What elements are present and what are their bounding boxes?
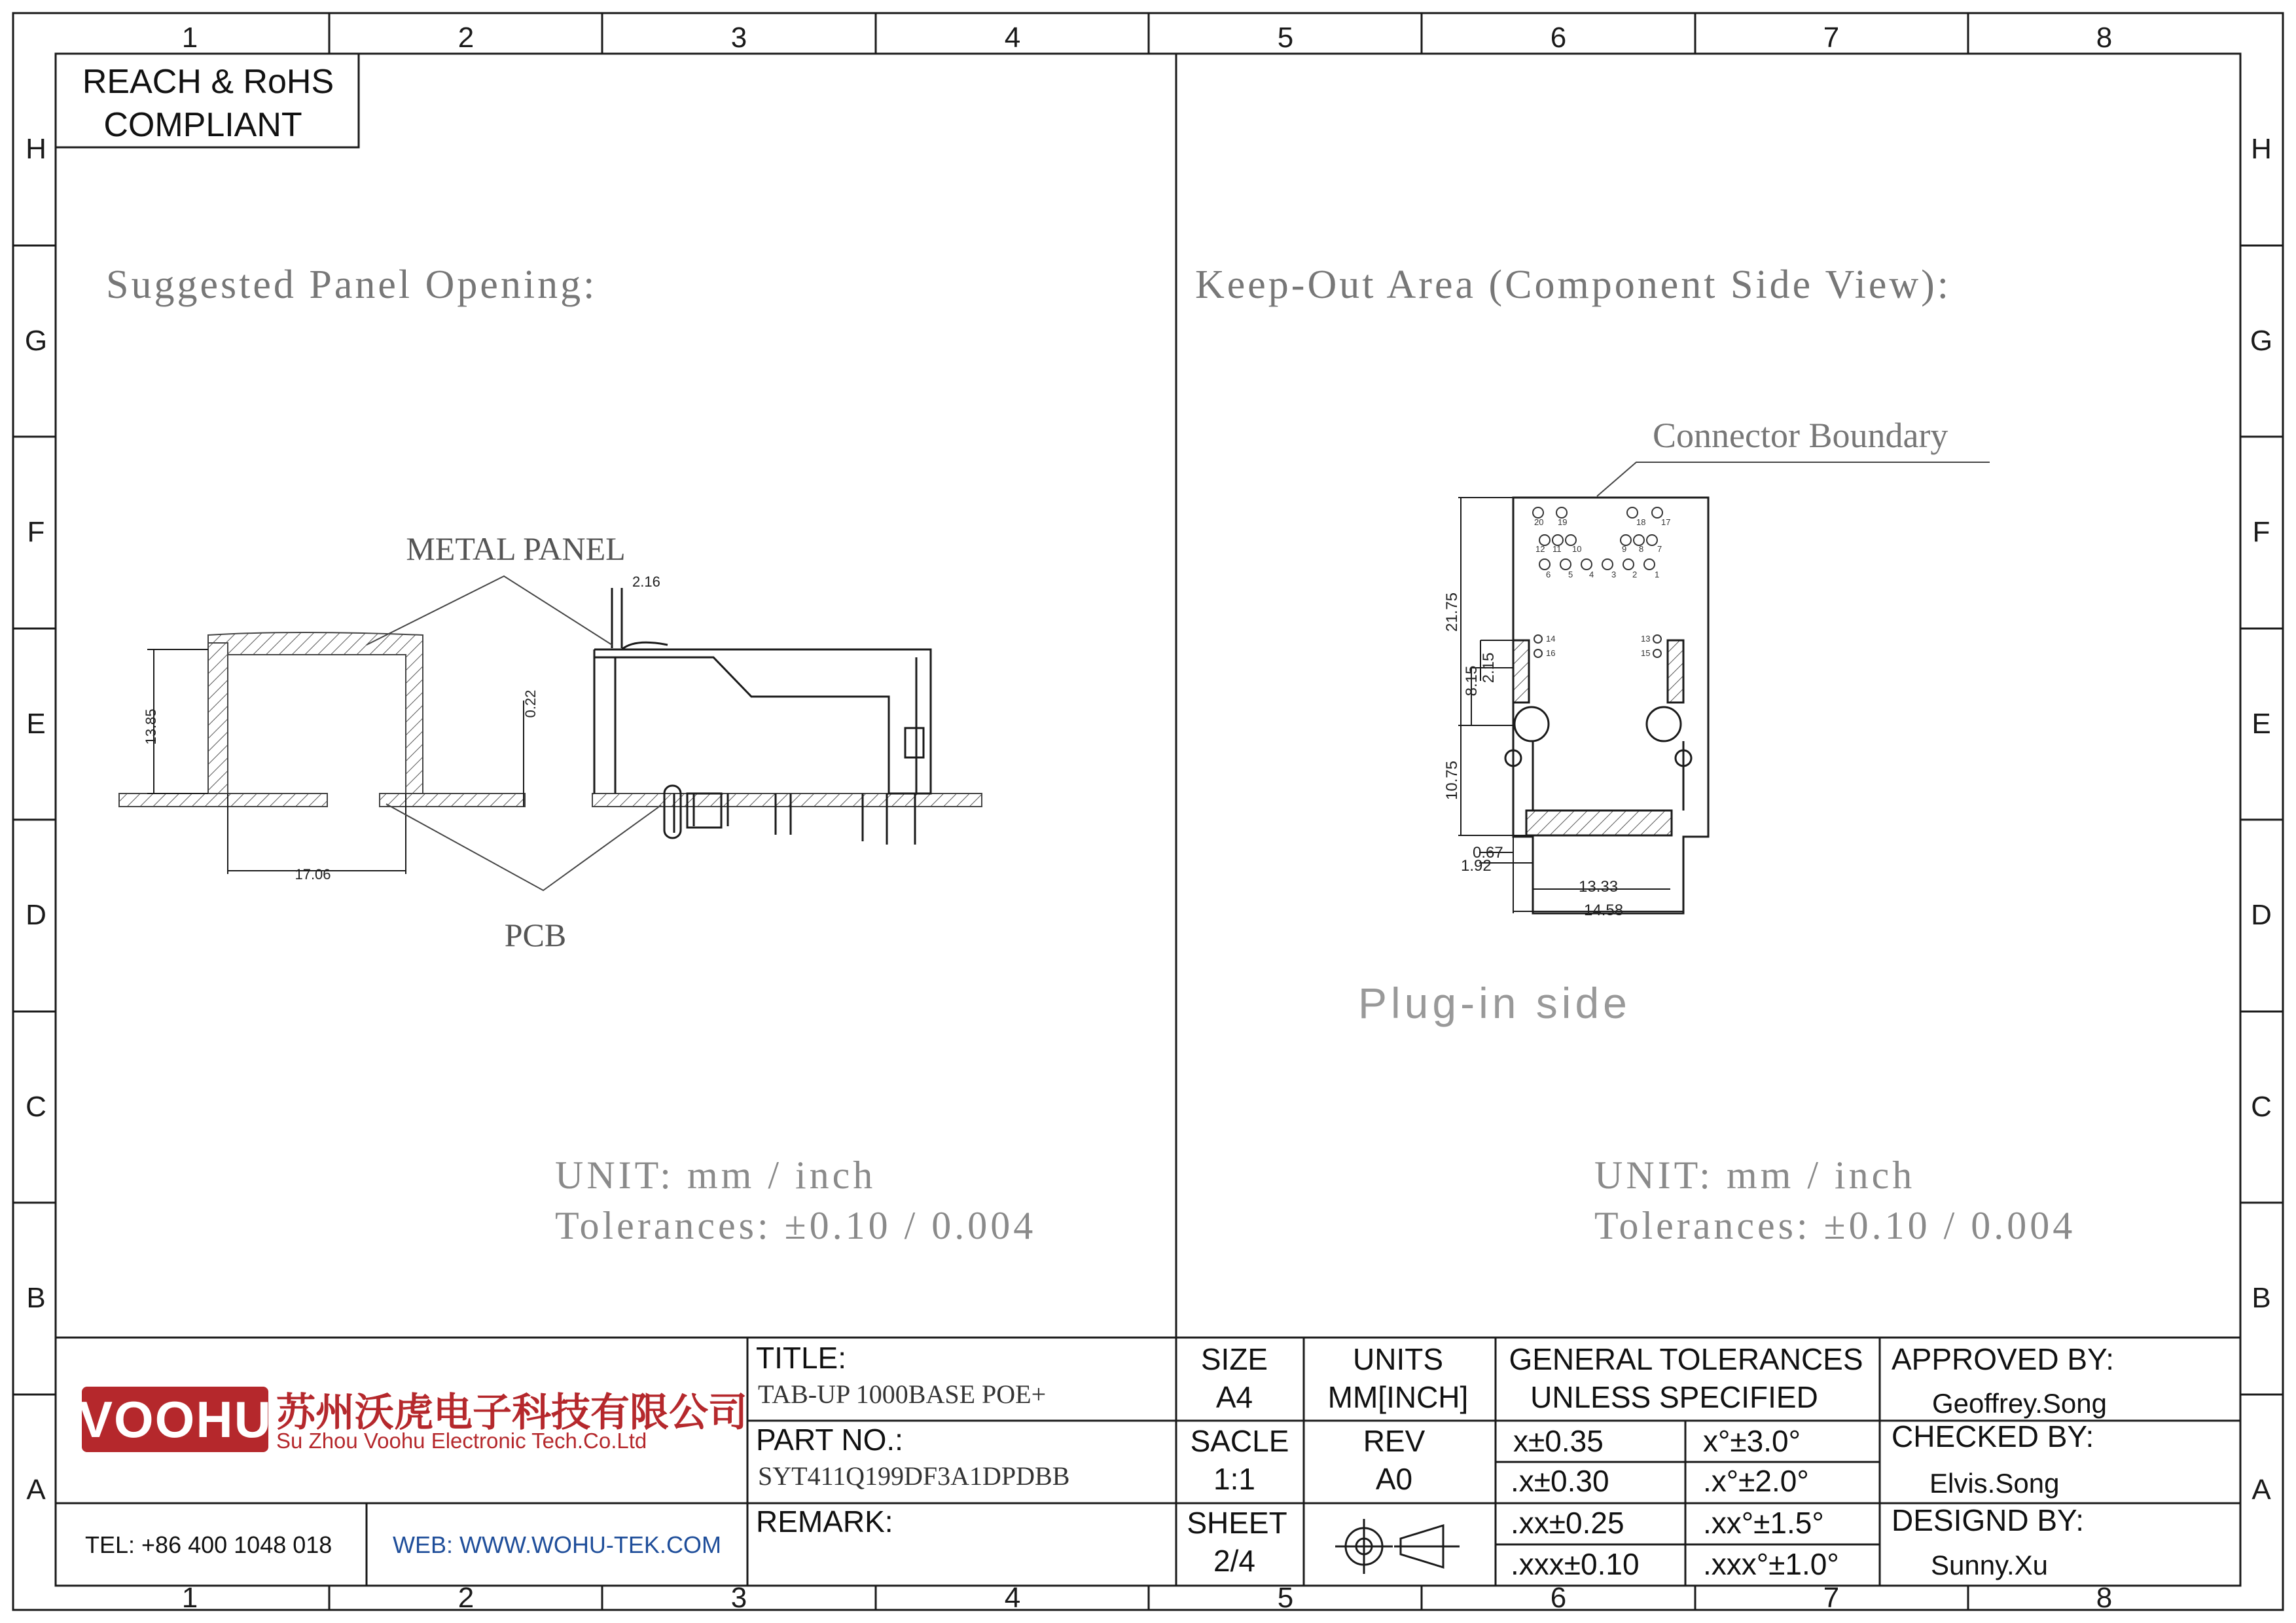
right-view-heading: Keep-Out Area (Component Side View):	[1195, 263, 1952, 307]
col-label-bottom: 2	[457, 1582, 475, 1614]
tol-angular: .xxx°±1.0°	[1703, 1547, 1839, 1581]
pin-label: 8	[1639, 544, 1644, 554]
col-label-top: 2	[457, 22, 475, 54]
pin-label: 11	[1552, 544, 1562, 554]
pin-label: 5	[1568, 570, 1573, 579]
tol-linear: x±0.35	[1513, 1424, 1604, 1458]
metal-panel-label: METAL PANEL	[406, 530, 626, 567]
pin-label: 18	[1636, 517, 1646, 527]
pin-label: 14	[1546, 634, 1556, 644]
scale-label: SACLE	[1190, 1424, 1289, 1458]
keepout-outline	[1505, 498, 1708, 913]
pcb-strip-mid	[380, 793, 525, 807]
pin-label: 6	[1546, 570, 1551, 579]
row-label-right: D	[2251, 899, 2272, 931]
pin-label: 7	[1657, 544, 1662, 554]
row-label-left: A	[26, 1474, 46, 1506]
approved-label: APPROVED BY:	[1892, 1342, 2115, 1376]
company-name-en: Su Zhou Voohu Electronic Tech.Co.Ltd	[276, 1429, 647, 1453]
tol-linear: .xx±0.25	[1511, 1506, 1624, 1540]
dim-gap: 0.22	[522, 689, 539, 718]
dim-d5: 1.92	[1461, 857, 1492, 875]
dim-overall-height: 21.75	[1443, 592, 1461, 632]
sheet-label: SHEET	[1187, 1506, 1287, 1540]
row-label-left: D	[26, 899, 46, 931]
pcb-strip-right	[592, 793, 982, 807]
tol-linear: .xxx±0.10	[1511, 1547, 1640, 1581]
col-label-top: 7	[1823, 22, 1840, 54]
row-label-right: A	[2251, 1474, 2271, 1506]
tol-angular: .xx°±1.5°	[1703, 1506, 1824, 1540]
pin-label: 3	[1611, 570, 1617, 579]
row-label-left: E	[26, 708, 46, 740]
pin-label: 15	[1641, 648, 1651, 658]
tol-angular: .x°±2.0°	[1703, 1464, 1809, 1498]
col-label-top: 4	[1004, 22, 1021, 54]
col-label-top: 8	[2096, 22, 2113, 54]
web: WEB: WWW.WOHU-TEK.COM	[393, 1531, 721, 1558]
col-label-bottom: 5	[1277, 1582, 1294, 1614]
panel-wall-top	[208, 632, 423, 793]
units-value: MM[INCH]	[1327, 1380, 1469, 1414]
approved-value: Geoffrey.Song	[1932, 1388, 2107, 1419]
dim-panel-thickness: 2.16	[632, 574, 660, 590]
pin-label: 16	[1546, 648, 1556, 658]
size-label: SIZE	[1200, 1342, 1268, 1376]
pin-label: 19	[1558, 517, 1568, 527]
pin-label: 12	[1535, 544, 1545, 554]
dim-d2: 2.15	[1480, 652, 1498, 684]
part-label: PART NO.:	[756, 1423, 903, 1457]
row-label-right: F	[2252, 516, 2270, 548]
left-view-heading: Suggested Panel Opening:	[106, 263, 598, 307]
dim-w2: 14.58	[1584, 902, 1624, 919]
title-block	[56, 1338, 2240, 1586]
pin-label: 2	[1632, 570, 1638, 579]
tol-linear: .x±0.30	[1511, 1464, 1609, 1498]
right-view	[1195, 263, 2075, 1247]
dim-height: 13.85	[143, 708, 159, 745]
dim-d3: 10.75	[1443, 760, 1461, 801]
row-label-right: G	[2250, 325, 2273, 357]
units-label: UNITS	[1353, 1342, 1443, 1376]
compliance-box	[56, 54, 359, 147]
panel-wall-left	[208, 643, 228, 793]
col-label-top: 1	[181, 22, 198, 54]
left-tolerance-line: Tolerances: ±0.10 / 0.004	[555, 1204, 1037, 1247]
row-label-right: E	[2251, 708, 2271, 740]
tol-angular: x°±3.0°	[1703, 1424, 1801, 1458]
projection-symbol-icon	[1335, 1519, 1460, 1574]
col-label-bottom: 1	[181, 1582, 198, 1614]
right-unit-line: UNIT: mm / inch	[1594, 1154, 1916, 1197]
general-tolerances-line1: GENERAL TOLERANCES	[1509, 1342, 1863, 1376]
row-label-left: B	[26, 1282, 46, 1314]
company-name-cn: 苏州沃虎电子科技有限公司	[276, 1391, 747, 1434]
title-label: TITLE:	[756, 1341, 847, 1375]
left-unit-line: UNIT: mm / inch	[555, 1154, 876, 1197]
pin-label: 9	[1622, 544, 1627, 554]
compliance-line1: REACH & RoHS	[82, 63, 334, 101]
pin-label: 13	[1641, 634, 1651, 644]
row-label-left: F	[27, 516, 45, 548]
col-label-bottom: 6	[1550, 1582, 1567, 1614]
scale-value: 1:1	[1213, 1462, 1255, 1496]
pin-label: 4	[1589, 570, 1594, 579]
col-label-bottom: 4	[1004, 1582, 1021, 1614]
logo-text: VOOHU	[78, 1391, 273, 1448]
size-value: A4	[1215, 1380, 1253, 1414]
row-label-right: B	[2251, 1282, 2271, 1314]
sheet-value: 2/4	[1213, 1544, 1255, 1578]
designed-value: Sunny.Xu	[1931, 1550, 2049, 1580]
tel: TEL: +86 400 1048 018	[85, 1531, 332, 1558]
col-label-bottom: 3	[730, 1582, 747, 1614]
checked-label: CHECKED BY:	[1892, 1419, 2094, 1453]
row-label-left: H	[26, 133, 46, 165]
remark-label: REMARK:	[756, 1504, 893, 1539]
title-value: TAB-UP 1000BASE POE+	[758, 1379, 1047, 1409]
left-view	[106, 263, 1036, 1247]
checked-value: Elvis.Song	[1929, 1468, 2060, 1499]
col-label-top: 3	[730, 22, 747, 54]
pin-label: 10	[1572, 544, 1582, 554]
rev-value: A0	[1375, 1462, 1413, 1496]
dim-width: 17.06	[295, 866, 331, 883]
dim-w1: 13.33	[1579, 878, 1619, 896]
pin-label: 17	[1661, 517, 1671, 527]
right-tolerance-line: Tolerances: ±0.10 / 0.004	[1594, 1204, 2076, 1247]
dim-d4: 0.67	[1473, 844, 1503, 862]
plug-in-label: Plug-in side	[1358, 979, 1631, 1027]
pin-label: 1	[1655, 570, 1660, 579]
col-label-top: 6	[1550, 22, 1567, 54]
boundary-label: Connector Boundary	[1653, 416, 1948, 455]
general-tolerances-line2: UNLESS SPECIFIED	[1530, 1380, 1818, 1414]
col-label-bottom: 7	[1823, 1582, 1840, 1614]
row-label-left: C	[26, 1091, 46, 1123]
pin-label: 20	[1534, 517, 1544, 527]
dim-d1: 8.15	[1463, 665, 1480, 697]
part-value: SYT411Q199DF3A1DPDBB	[758, 1461, 1070, 1491]
compliance-line2: COMPLIANT	[103, 106, 302, 144]
pcb-label: PCB	[504, 917, 567, 953]
designed-label: DESIGND BY:	[1892, 1503, 2084, 1537]
col-label-bottom: 8	[2096, 1582, 2113, 1614]
row-label-right: C	[2251, 1091, 2272, 1123]
rev-label: REV	[1363, 1424, 1426, 1458]
col-label-top: 5	[1277, 22, 1294, 54]
row-label-right: H	[2251, 133, 2272, 165]
pcb-strip-left	[119, 793, 327, 807]
row-label-left: G	[24, 325, 48, 357]
